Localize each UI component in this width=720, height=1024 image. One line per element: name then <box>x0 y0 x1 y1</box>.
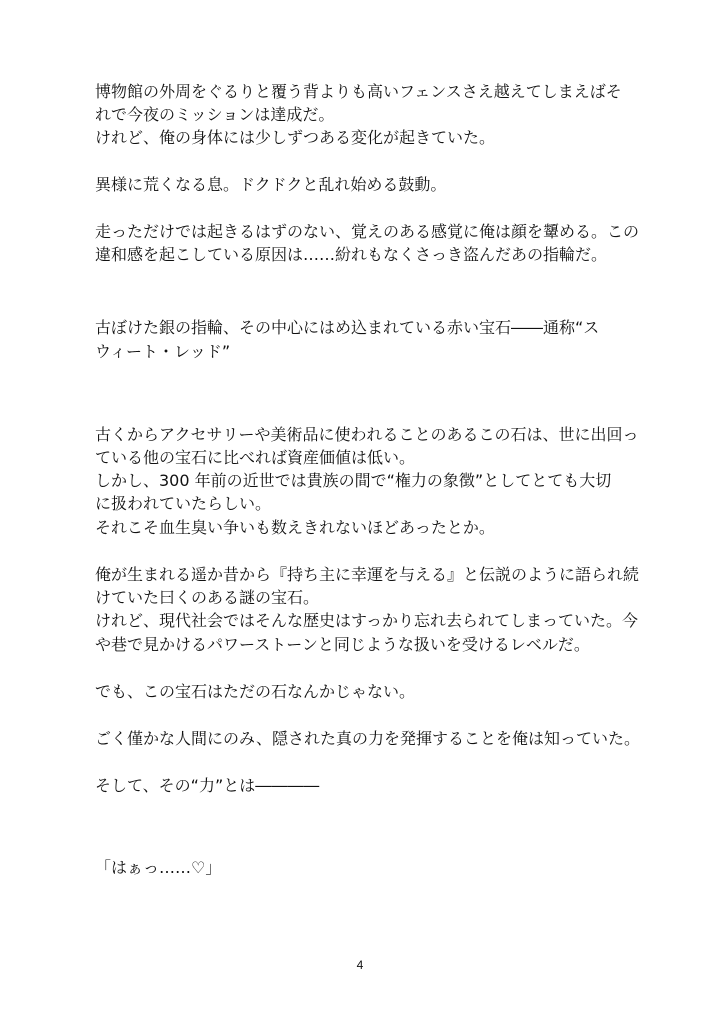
text-line: しかし、300 年前の近世では貴族の間で“権力の象徴”としてとても大切 <box>95 471 612 490</box>
text-line: けれど、現代社会ではそんな歴史はすっかり忘れ去られてしまっていた。今 <box>95 611 639 630</box>
text-line: けていた曰くのある謎の宝石。 <box>95 588 320 607</box>
page-number: 4 <box>356 958 364 972</box>
text-line: 俺が生まれる遥か昔から『持ち主に幸運を与える』と伝説のように語られ続 <box>95 565 640 584</box>
text-line: れで今夜のミッションは達成だ。 <box>95 105 335 124</box>
text-line: 古ぼけた銀の指輪、その中心にはめ込まれている赤い宝石――通称“ス <box>95 318 600 337</box>
text-line: ウィート・レッド” <box>95 342 231 361</box>
text-line: そして、その“力”とは―――― <box>95 776 320 795</box>
text-line: や巷で見かけるパワーストーンと同じような扱いを受けるレベルだ。 <box>95 635 590 654</box>
text-line: それこそ血生臭い争いも数えきれないほどあったとか。 <box>95 518 495 537</box>
text-line: けれど、俺の身体には少しずつある変化が起きていた。 <box>95 128 496 147</box>
text-line: 博物館の外周をぐるりと覆う背よりも高いフェンスさえ越えてしまえばそ <box>95 82 622 101</box>
text-line: 古くからアクセサリーや美術品に使われることのあるこの石は、世に出回っ <box>95 425 639 444</box>
text-line: でも、この宝石はただの石なんかじゃない。 <box>95 682 416 701</box>
text-line: 違和感を起こしている原因は……紛れもなくさっき盗んだあの指輪だ。 <box>95 245 608 264</box>
text-line: 「はぁっ……♡」 <box>95 858 222 877</box>
text-line: 異様に荒くなる息。ドクドクと乱れ始める鼓動。 <box>95 175 447 194</box>
text-line: ている他の宝石に比べれば資産価値は低い。 <box>95 448 416 467</box>
text-line: 走っただけでは起きるはずのない、覚えのある感覚に俺は顔を顰める。この <box>95 222 640 241</box>
text-line: に扱われていたらしい。 <box>95 494 272 513</box>
text-line: ごく僅かな人間にのみ、隠された真の力を発揮することを俺は知っていた。 <box>95 729 640 748</box>
